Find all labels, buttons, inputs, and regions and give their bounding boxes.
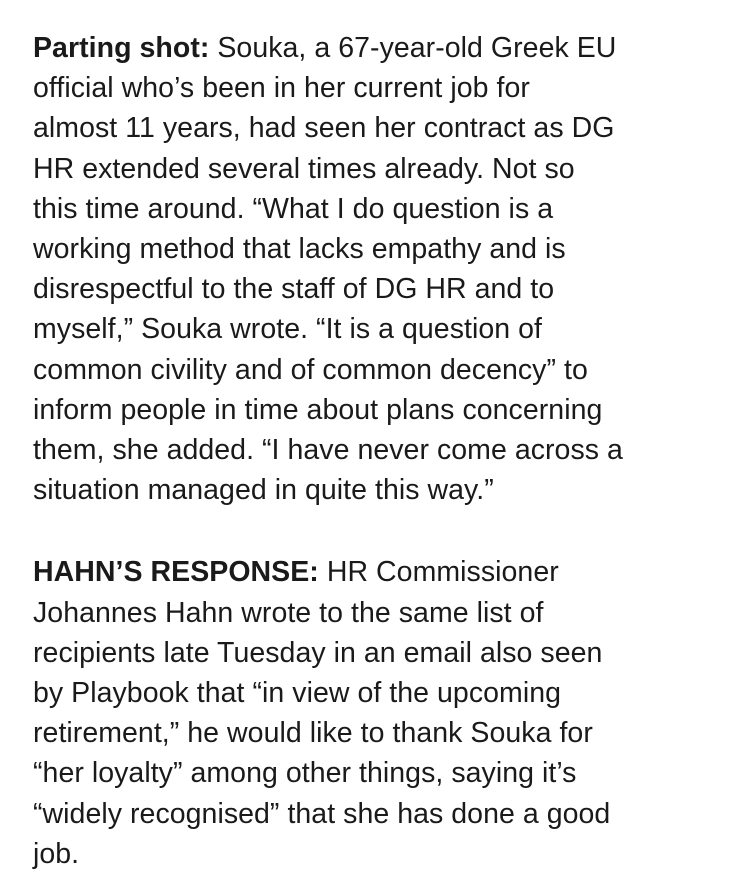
paragraph-lead-heading: Parting shot: xyxy=(33,32,210,64)
text-line: job. xyxy=(33,837,80,870)
text-line: situation managed in quite this way.” xyxy=(33,474,494,507)
paragraph-hahns-response xyxy=(33,552,738,874)
paragraph-parting-shot xyxy=(33,28,738,510)
text-line: them, she added. “I have never come across a xyxy=(33,434,623,467)
text-line: “widely recognised” that she has done a good xyxy=(33,797,611,830)
text-line: common civility and of common decency” to xyxy=(33,353,588,386)
text-line: myself,” Souka wrote. “It is a question of xyxy=(33,313,542,346)
text-line: official who’s been in her current job for xyxy=(33,72,530,105)
text-line: working method that lacks empathy and is xyxy=(33,233,566,266)
article-body xyxy=(33,28,738,874)
text-line: HR extended several times already. Not so xyxy=(33,152,575,185)
text-line: Johannes Hahn wrote to the same list of xyxy=(33,596,544,629)
text-line: HR Commissioner xyxy=(326,556,559,589)
text-line: by Playbook that “in view of the upcoming xyxy=(33,677,562,710)
text-line: disrespectful to the staff of DG HR and to xyxy=(33,273,555,306)
text-line: retirement,” he would like to thank Souka for xyxy=(33,717,593,750)
text-line: Souka, a 67-year-old Greek EU xyxy=(217,32,617,64)
text-line: recipients late Tuesday in an email also seen xyxy=(33,636,603,669)
text-line: this time around. “What I do question is a xyxy=(33,192,554,225)
text-line: inform people in time about plans concerning xyxy=(33,393,603,426)
paragraph-lead-heading: HAHN’S RESPONSE: xyxy=(33,556,319,589)
text-line: almost 11 years, had seen her contract as DG xyxy=(33,112,615,145)
text-line: “her loyalty” among other things, saying it’s xyxy=(33,757,577,790)
